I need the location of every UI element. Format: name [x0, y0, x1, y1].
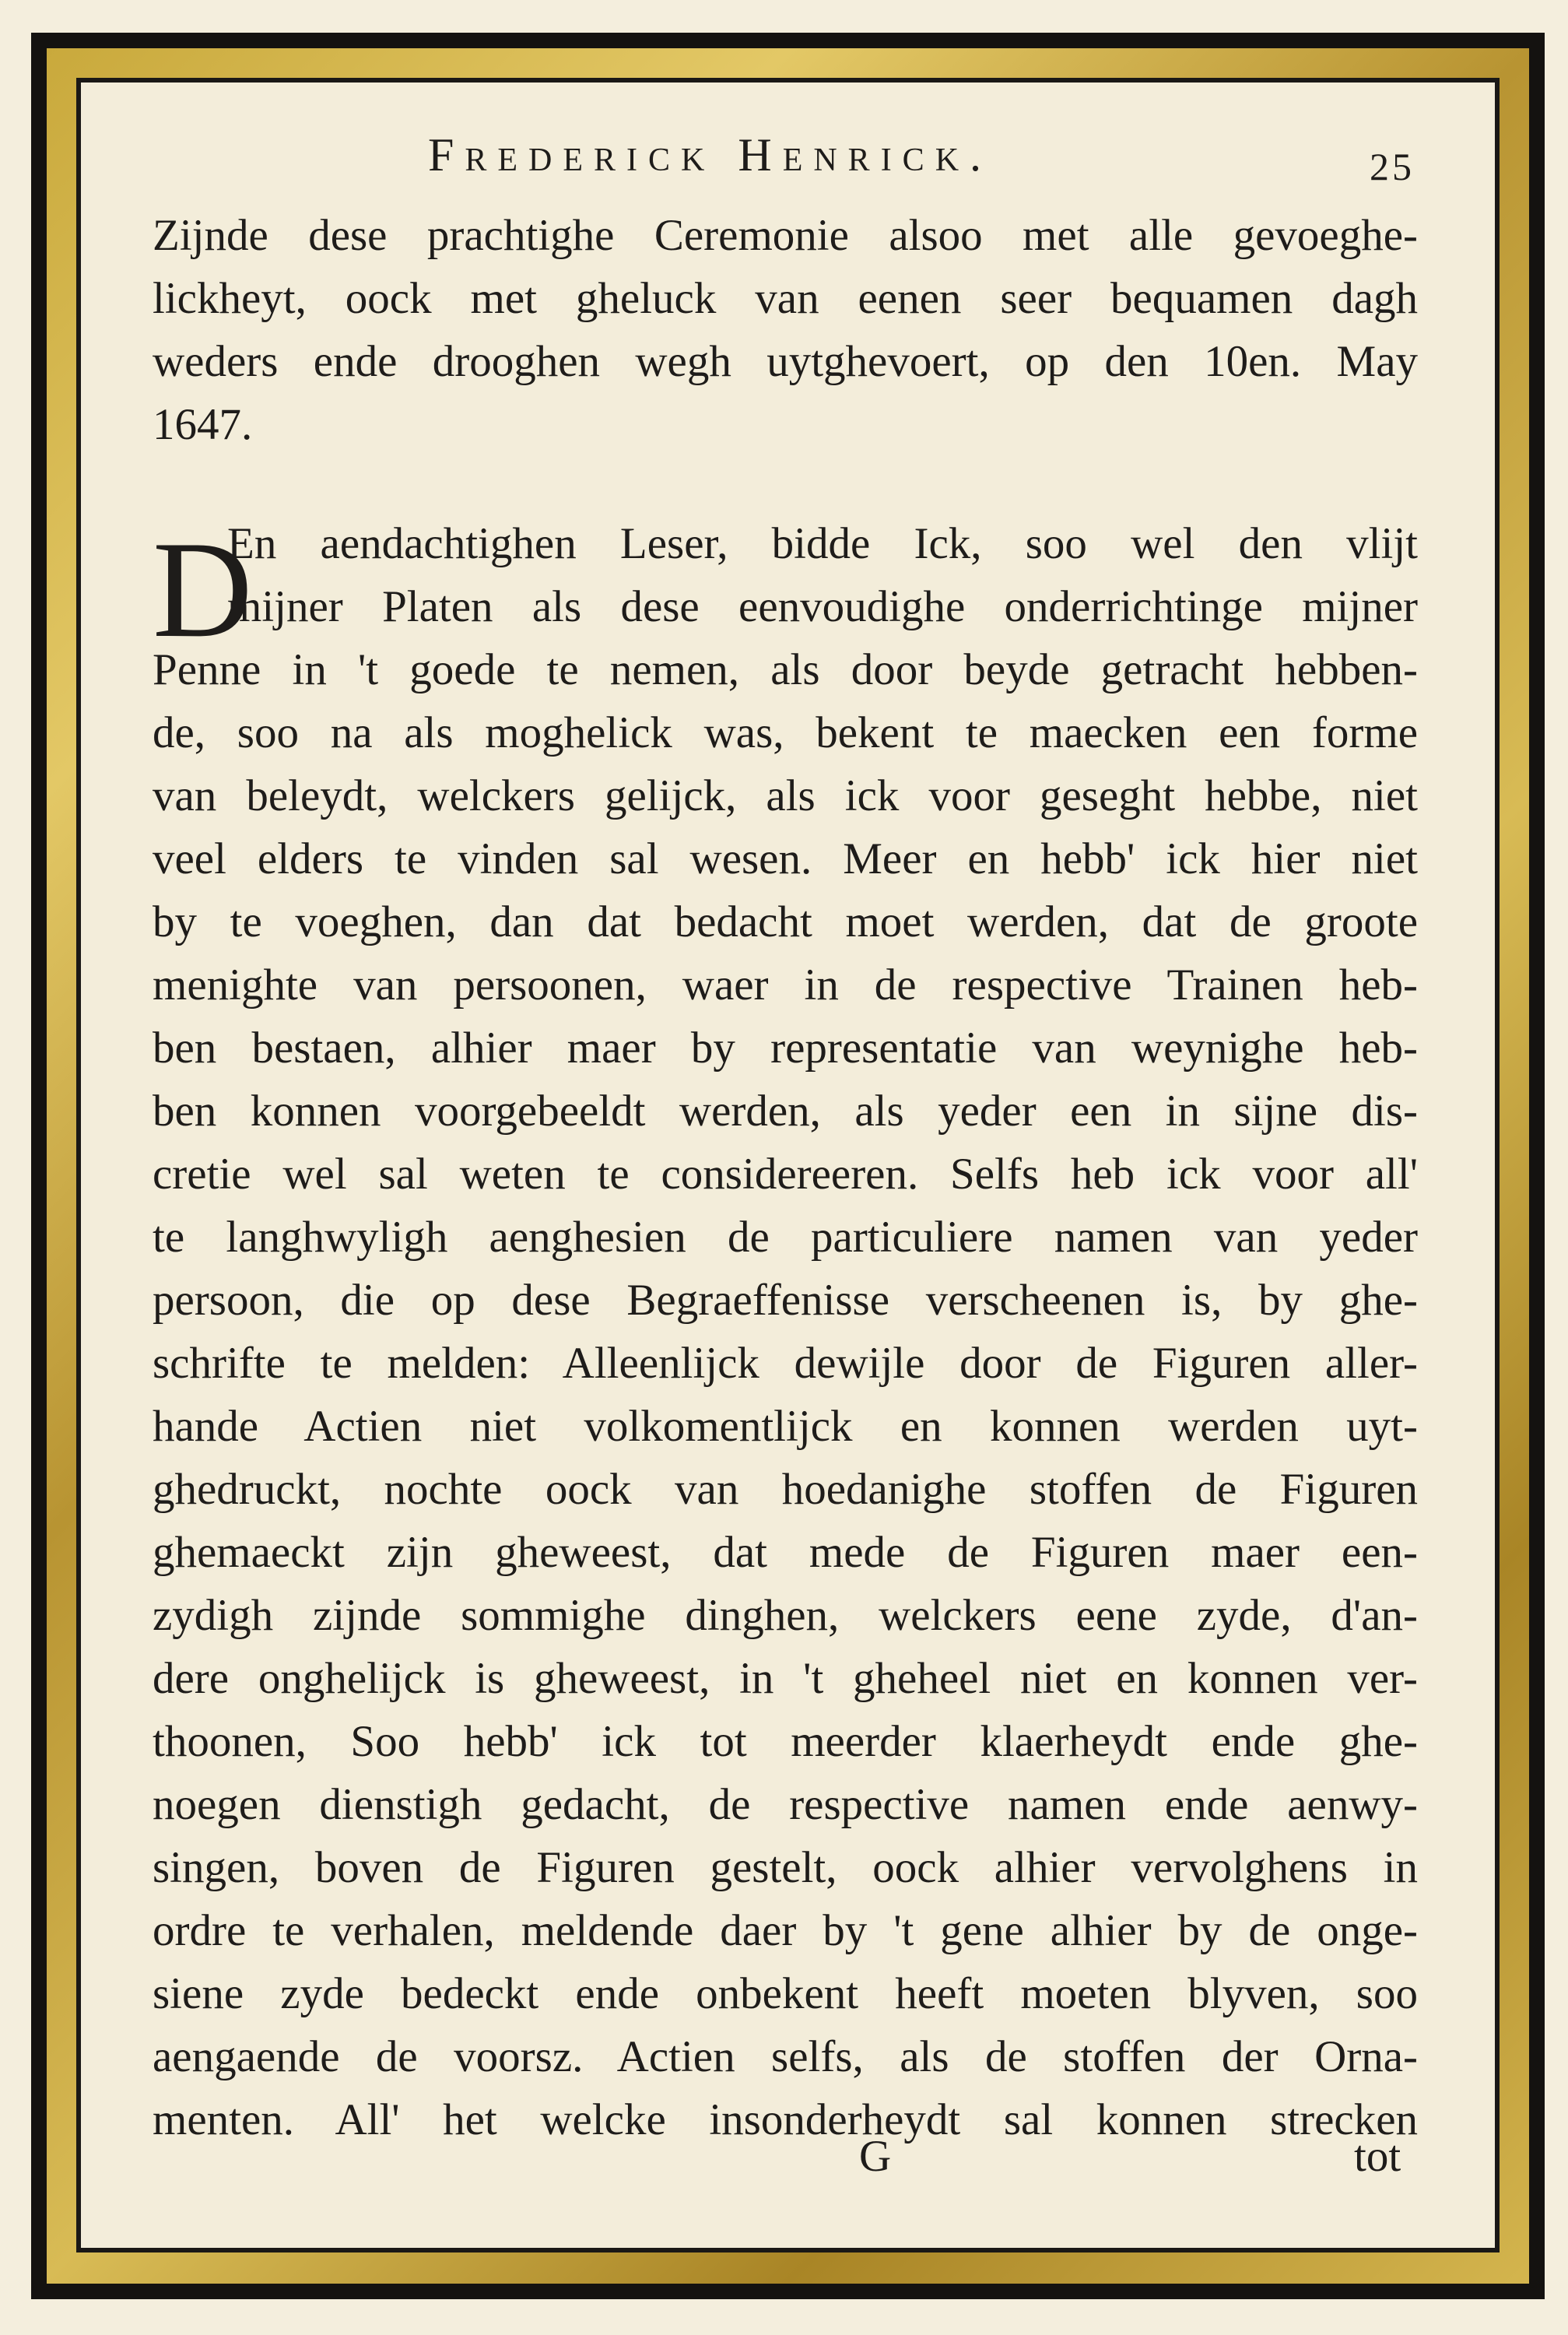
drop-cap: D: [153, 512, 253, 666]
text-line: van beleydt, welckers gelijck, als ick voor geseght hebbe, niet: [153, 771, 1418, 820]
catchword: tot: [1354, 2132, 1401, 2181]
text-line: En aendachtighen Leser, bidde Ick, soo wel den vlijt: [227, 519, 1418, 568]
paragraph-2: [153, 512, 1418, 2151]
text-line: ordre te verhalen, meldende daer by 't gene alhier by de onge-: [153, 1906, 1418, 1955]
text-line: veel elders te vinden sal wesen. Meer en hebb' ick hier niet: [153, 834, 1418, 883]
text-line: menighte van persoonen, waer in de respective Trainen heb-: [153, 960, 1418, 1009]
signature-mark: G: [859, 2132, 892, 2181]
text-line: ben konnen voorgebeeldt werden, als yeder een in sijne dis-: [153, 1087, 1418, 1136]
text-line: 1647.: [153, 400, 253, 449]
text-line: de, soo na als moghelick was, bekent te maecken een forme: [153, 708, 1418, 757]
text-line: siene zyde bedeckt ende onbekent heeft moeten blyven, soo: [153, 1969, 1418, 2018]
text-line: mijner Platen als dese eenvoudighe onderrichtinge mijner: [227, 582, 1418, 631]
text-line: weders ende drooghen wegh uytghevoert, op den 10en. May: [153, 337, 1418, 386]
text-line: ghedruckt, nochte oock van hoedanighe stoffen de Figuren: [153, 1465, 1418, 1514]
text-line: thoonen, Soo hebb' ick tot meerder klaerheydt ende ghe-: [153, 1717, 1418, 1766]
text-line: schrifte te melden: Alleenlijck dewijle door de Figuren aller-: [153, 1339, 1418, 1388]
text-line: lickheyt, oock met gheluck van eenen seer bequamen dagh: [153, 274, 1418, 323]
running-head: Frederick Henrick.: [428, 129, 993, 181]
text-line: Penne in 't goede te nemen, als door beyde getracht hebben-: [153, 645, 1418, 694]
paragraph-1: [153, 204, 1418, 456]
text-line: singen, boven de Figuren gestelt, oock alhier vervolghens in: [153, 1843, 1418, 1892]
text-line: hande Actien niet volkomentlijck en konnen werden uyt-: [153, 1402, 1418, 1451]
text-line: te langhwyligh aenghesien de particuliere namen van yeder: [153, 1213, 1418, 1262]
text-line: aengaende de voorsz. Actien selfs, als de stoffen der Orna-: [153, 2032, 1418, 2081]
text-line: zydigh zijnde sommighe dinghen, welckers eene zyde, d'an-: [153, 1591, 1418, 1640]
text-line: dere onghelijck is gheweest, in 't gheheel niet en konnen ver-: [153, 1654, 1418, 1703]
text-line: noegen dienstigh gedacht, de respective namen ende aenwy-: [153, 1780, 1418, 1829]
text-line: persoon, die op dese Begraeffenisse verscheenen is, by ghe-: [153, 1276, 1418, 1325]
text-line: ghemaeckt zijn gheweest, dat mede de Figuren maer een-: [153, 1528, 1418, 1577]
text-line: cretie wel sal weten te considereeren. Selfs heb ick voor all': [153, 1150, 1418, 1199]
text-line: ben bestaen, alhier maer by representatie van weynighe heb-: [153, 1024, 1418, 1073]
text-line: Zijnde dese prachtighe Ceremonie alsoo met alle gevoeghe-: [153, 211, 1418, 260]
text-line: menten. All' het welcke insonderheydt sal konnen strecken: [153, 2095, 1418, 2144]
page-number: 25: [1370, 145, 1415, 188]
text-line: by te voeghen, dan dat bedacht moet werden, dat de groote: [153, 897, 1418, 946]
